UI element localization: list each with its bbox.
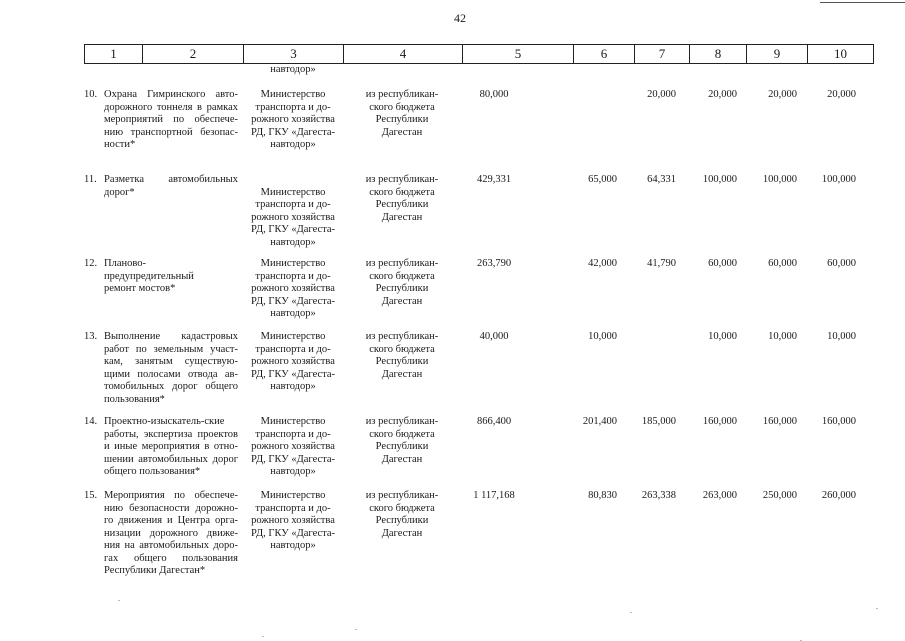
amount-v6: 80,830 xyxy=(588,490,617,501)
funding-source-line: Республики xyxy=(375,283,429,294)
funding-source-line: Республики xyxy=(375,356,429,367)
executor-line: рожного хозяйства xyxy=(251,441,335,452)
header-col-4: 4 xyxy=(343,44,463,64)
executor-line: навтодор» xyxy=(270,466,316,477)
measure-name-line: низации дорожного движе- xyxy=(104,527,238,539)
amount-v10: 160,000 xyxy=(821,416,856,427)
amount-v6: 201,400 xyxy=(582,416,617,427)
executor-line: транспорта и до- xyxy=(255,343,331,355)
row-number: 12. xyxy=(84,258,98,269)
executor-line: РД, ГКУ «Дагеста- xyxy=(250,368,336,380)
measure-name-line: дорог* xyxy=(104,186,135,198)
header-col-8: 8 xyxy=(689,44,747,64)
measure-name-line: шении автомобильных дорог xyxy=(104,453,238,465)
executor-line: транспорта и до- xyxy=(255,270,331,282)
amount-v7: 64,331 xyxy=(647,174,676,185)
measure-name-line: Планово- xyxy=(104,258,146,269)
measure-name-line: Мероприятия по обеспече- xyxy=(104,490,238,501)
amount-v8: 10,000 xyxy=(708,331,737,342)
table-header xyxy=(84,44,874,64)
funding-source-line: ского бюджета xyxy=(369,270,435,282)
total-amount: 40,000 xyxy=(479,331,509,342)
row-number: 14. xyxy=(84,416,98,427)
measure-name-line: работы, экспертиза проектов xyxy=(104,428,238,440)
total-amount: 866,400 xyxy=(476,416,512,427)
total-amount: 80,000 xyxy=(479,89,509,100)
top-rule xyxy=(820,2,905,3)
row-number: 11. xyxy=(84,174,97,185)
measure-name-line: Разметка автомобильных xyxy=(104,174,238,185)
funding-source-line: Республики xyxy=(375,199,429,210)
executor-line: навтодор» xyxy=(270,540,316,551)
scan-artifact xyxy=(118,600,120,601)
amount-v10: 20,000 xyxy=(827,89,856,100)
scan-artifact xyxy=(876,608,878,609)
executor-line: Министерство xyxy=(260,89,326,100)
scan-artifact xyxy=(630,612,632,613)
amount-v7: 20,000 xyxy=(647,89,676,100)
page-number: 42 xyxy=(454,11,466,25)
amount-v8: 100,000 xyxy=(702,174,737,185)
measure-name-line: пользования* xyxy=(104,393,165,405)
funding-source-line: Дагестан xyxy=(381,126,423,138)
amount-v7: 263,338 xyxy=(641,490,676,501)
funding-source-line: ского бюджета xyxy=(369,428,435,440)
measure-name-line: работ по земельным участ- xyxy=(104,343,238,355)
row-number: 10. xyxy=(84,89,98,100)
funding-source-line: из республикан- xyxy=(365,416,439,427)
executor-line: Министерство xyxy=(260,186,326,198)
executor-line: транспорта и до- xyxy=(255,199,331,210)
funding-source-line: ского бюджета xyxy=(369,502,435,514)
header-col-7: 7 xyxy=(634,44,690,64)
measure-name-line: ния на автомобильных доро- xyxy=(104,540,238,551)
funding-source-line: из республикан- xyxy=(365,490,439,501)
amount-v6: 42,000 xyxy=(588,258,617,269)
funding-source-line: Дагестан xyxy=(381,527,423,539)
amount-v9: 60,000 xyxy=(768,258,797,269)
header-col-5: 5 xyxy=(462,44,574,64)
amount-v10: 100,000 xyxy=(821,174,856,185)
measure-name-line: ности* xyxy=(104,139,136,150)
funding-source-line: Дагестан xyxy=(381,295,423,307)
measure-name-line: общего пользования* xyxy=(104,466,201,477)
funding-source-line: Республики xyxy=(375,114,429,125)
amount-v10: 10,000 xyxy=(827,331,856,342)
measure-name-line: предупредительный xyxy=(104,270,194,282)
scan-artifact xyxy=(355,629,357,630)
measure-name-line: дорожного тоннеля в рамках xyxy=(104,101,238,113)
executor-line: Министерство xyxy=(260,258,326,269)
carry-over-text: навтодор» xyxy=(270,64,316,75)
amount-v9: 20,000 xyxy=(768,89,797,100)
amount-v9: 250,000 xyxy=(762,490,797,501)
header-col-9: 9 xyxy=(746,44,808,64)
measure-name-line: кам, занятым существую- xyxy=(104,356,238,367)
funding-source-line: Республики xyxy=(375,515,429,526)
amount-v8: 20,000 xyxy=(708,89,737,100)
amount-v8: 60,000 xyxy=(708,258,737,269)
executor-line: рожного хозяйства xyxy=(251,356,335,367)
funding-source-line: ского бюджета xyxy=(369,101,435,113)
measure-name-line: нию транспортной безопас- xyxy=(104,126,238,138)
executor-line: РД, ГКУ «Дагеста- xyxy=(250,224,336,235)
measure-name-line: томобильных дорог общего xyxy=(104,381,238,392)
executor-line: РД, ГКУ «Дагеста- xyxy=(250,126,336,138)
executor-line: навтодор» xyxy=(270,381,316,392)
funding-source-line: ского бюджета xyxy=(369,343,435,355)
measure-name-line: гах общего пользования xyxy=(104,552,238,564)
executor-line: рожного хозяйства xyxy=(251,283,335,294)
amount-v7: 41,790 xyxy=(647,258,676,269)
total-amount: 263,790 xyxy=(476,258,512,269)
measure-name-line: Проектно-изыскатель-ские xyxy=(104,416,225,427)
measure-name-line: Республики Дагестан* xyxy=(104,565,206,576)
row-number: 13. xyxy=(84,331,98,342)
header-col-2: 2 xyxy=(142,44,244,64)
funding-source-line: из республикан- xyxy=(365,89,439,100)
amount-v9: 100,000 xyxy=(762,174,797,185)
measure-name-line: и иные мероприятия в отно- xyxy=(104,441,238,452)
header-col-3: 3 xyxy=(243,44,344,64)
row-number: 15. xyxy=(84,490,98,501)
executor-line: навтодор» xyxy=(270,236,316,248)
scan-artifact xyxy=(262,636,264,637)
funding-source-line: Дагестан xyxy=(381,211,423,223)
executor-line: транспорта и до- xyxy=(255,428,331,440)
funding-source-line: Республики xyxy=(375,441,429,452)
header-col-1: 1 xyxy=(84,44,143,64)
funding-source-line: Дагестан xyxy=(381,453,423,465)
measure-name-line: ремонт мостов* xyxy=(104,283,176,294)
amount-v6: 65,000 xyxy=(588,174,617,185)
executor-line: рожного хозяйства xyxy=(251,114,335,125)
funding-source-line: Дагестан xyxy=(381,368,423,380)
measure-name-line: щими полосами отвода ав- xyxy=(104,368,238,380)
amount-v8: 160,000 xyxy=(702,416,737,427)
header-col-10: 10 xyxy=(807,44,874,64)
measure-name-line: го движения и Центра орга- xyxy=(104,515,238,526)
executor-line: навтодор» xyxy=(270,139,316,150)
header-col-6: 6 xyxy=(573,44,635,64)
funding-source-line: ского бюджета xyxy=(369,186,435,198)
measure-name-line: Выполнение кадастровых xyxy=(104,331,238,342)
amount-v10: 60,000 xyxy=(827,258,856,269)
amount-v9: 160,000 xyxy=(762,416,797,427)
total-amount: 1 117,168 xyxy=(473,490,515,501)
executor-line: рожного хозяйства xyxy=(251,515,335,526)
amount-v10: 260,000 xyxy=(821,490,856,501)
amount-v9: 10,000 xyxy=(768,331,797,342)
executor-line: рожного хозяйства xyxy=(251,211,335,223)
measure-name-line: нию безопасности дорожно- xyxy=(104,502,238,514)
measure-name-line: мероприятий по обеспече- xyxy=(104,114,238,125)
funding-source-line: из республикан- xyxy=(365,174,439,185)
amount-v8: 263,000 xyxy=(702,490,737,501)
total-amount: 429,331 xyxy=(476,174,512,185)
executor-line: РД, ГКУ «Дагеста- xyxy=(250,527,336,539)
executor-line: Министерство xyxy=(260,490,326,501)
executor-line: транспорта и до- xyxy=(255,502,331,514)
executor-line: Министерство xyxy=(260,416,326,427)
executor-line: Министерство xyxy=(260,331,326,342)
funding-source-line: из республикан- xyxy=(365,331,439,342)
amount-v6: 10,000 xyxy=(588,331,617,342)
executor-line: навтодор» xyxy=(270,308,316,319)
amount-v7: 185,000 xyxy=(641,416,676,427)
executor-line: транспорта и до- xyxy=(255,101,331,113)
measure-name-line: Охрана Гимринского авто- xyxy=(104,89,238,100)
executor-line: РД, ГКУ «Дагеста- xyxy=(250,295,336,307)
executor-line: РД, ГКУ «Дагеста- xyxy=(250,453,336,465)
funding-source-line: из республикан- xyxy=(365,258,439,269)
